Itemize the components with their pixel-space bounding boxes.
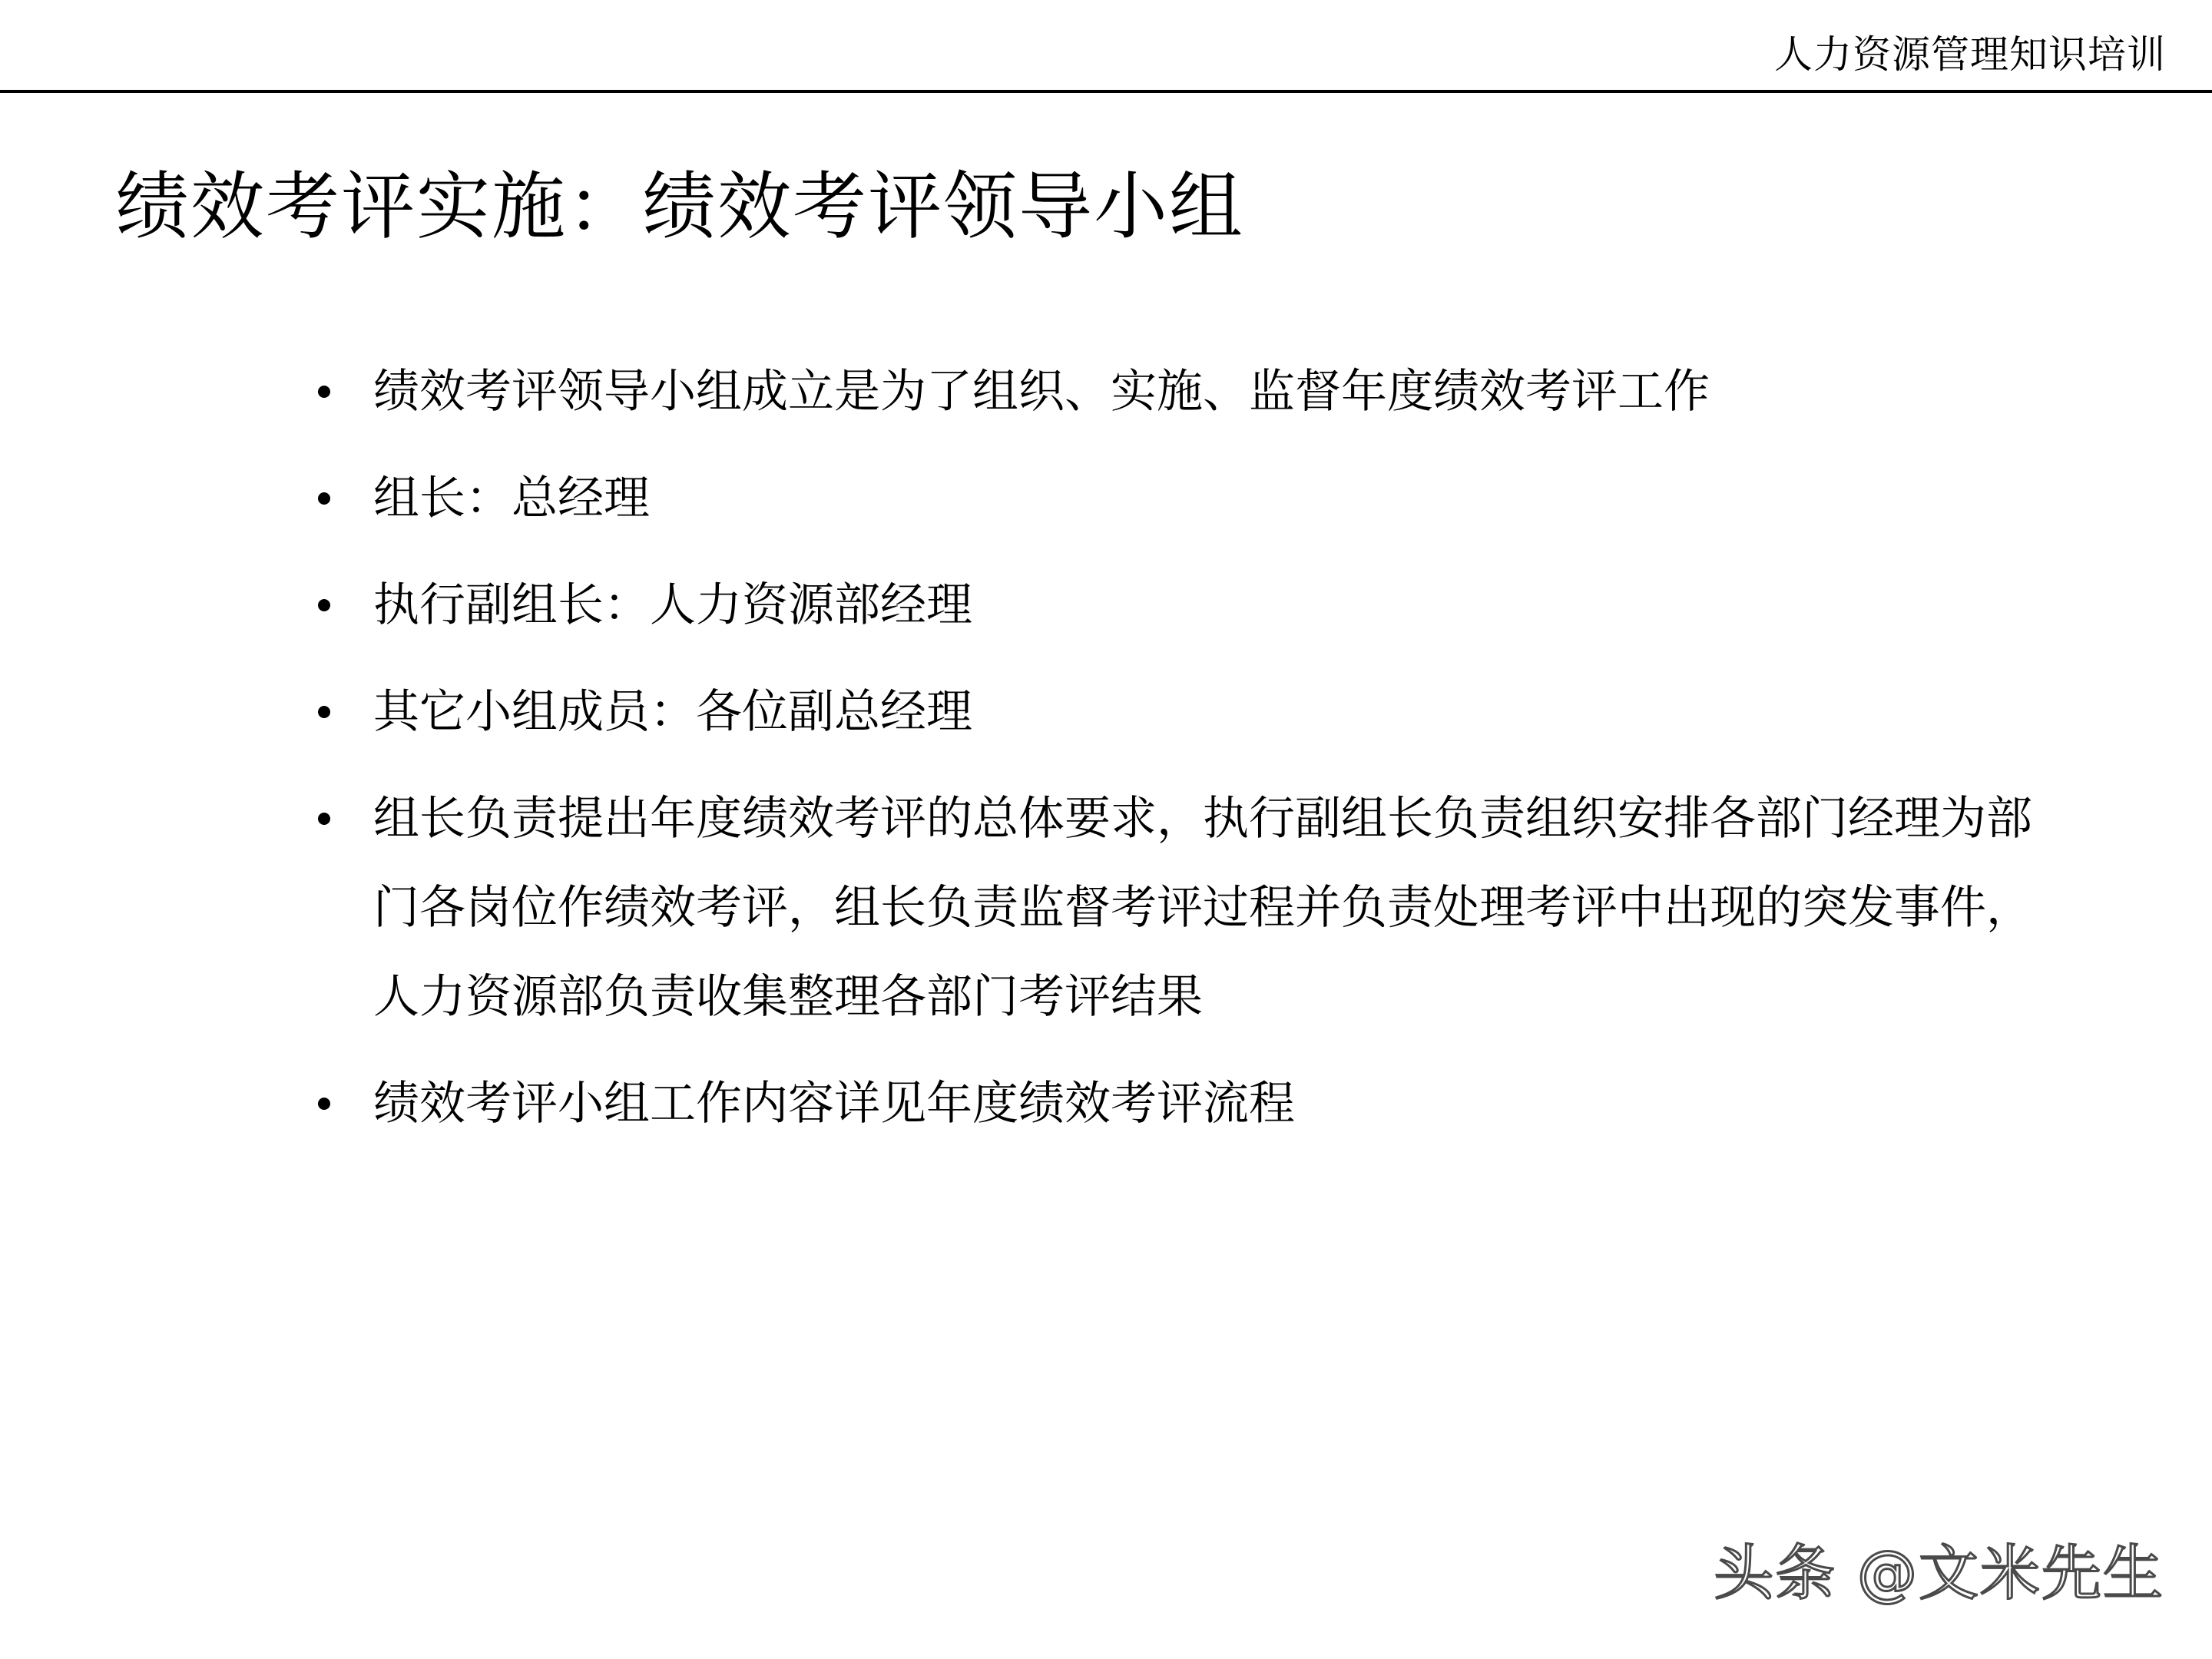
bullet-item xyxy=(315,774,2035,1041)
bullet-dot-icon xyxy=(318,492,330,505)
slide-title: 绩效考评实施：绩效考评领导小组 xyxy=(115,164,1244,250)
bullet-dot-icon xyxy=(318,1098,330,1110)
bullet-list xyxy=(315,347,2035,1166)
bullet-text: 其它小组成员：各位副总经理 xyxy=(373,685,972,739)
bullet-dot-icon xyxy=(318,386,330,398)
bullet-item xyxy=(315,1059,2035,1148)
bullet-dot-icon xyxy=(318,706,330,718)
bullet-item xyxy=(315,561,2035,650)
bullet-item xyxy=(315,454,2035,543)
bullet-item xyxy=(315,667,2035,757)
bullet-text: 组长负责提出年度绩效考评的总体要求，执行副组长负责组织安排各部门经理为部门各岗位作绩效考评，组长负责监督考评过程并负责处理考评中出现的突发事件，人力资源部负责收集整理各部门考评结果 xyxy=(373,792,2032,1024)
bullet-text: 绩效考评小组工作内容详见年度绩效考评流程 xyxy=(373,1077,1295,1131)
bullet-dot-icon xyxy=(318,813,330,825)
header-divider xyxy=(0,90,2212,93)
bullet-dot-icon xyxy=(318,599,330,611)
bullet-text: 组长：总经理 xyxy=(373,472,650,525)
bullet-text: 执行副组长：人力资源部经理 xyxy=(373,578,972,632)
bullet-item xyxy=(315,347,2035,436)
header-title: 人力资源管理知识培训 xyxy=(1774,32,2166,77)
watermark: 头条 @文米先生 xyxy=(1714,1539,2164,1608)
bullet-text: 绩效考评领导小组成立是为了组织、实施、监督年度绩效考评工作 xyxy=(373,365,1710,419)
